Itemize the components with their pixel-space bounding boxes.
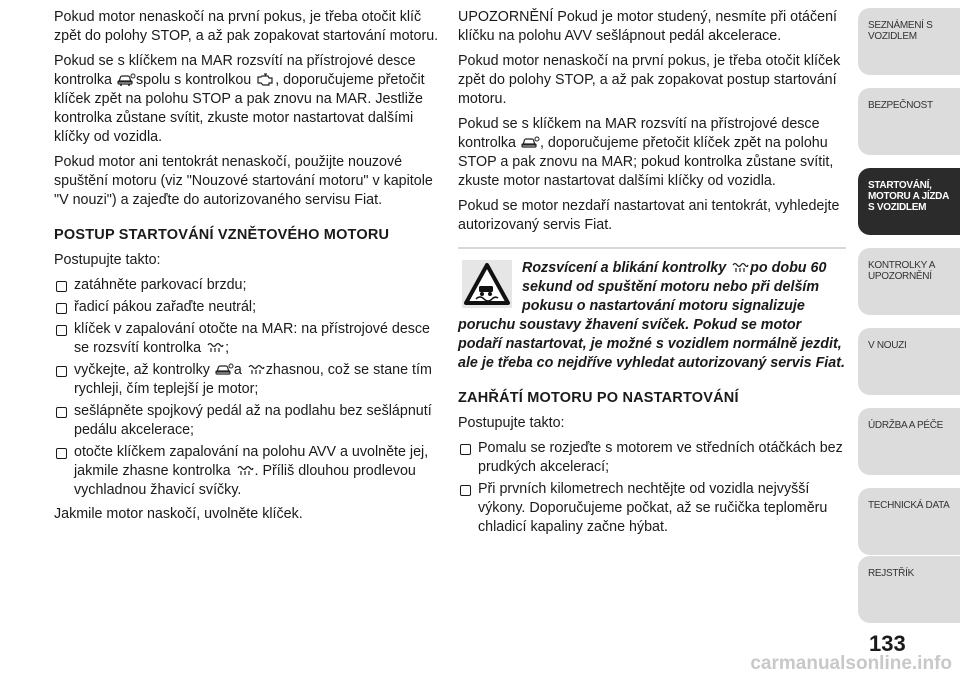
tab-kontrolky[interactable] — [858, 248, 960, 315]
chapter-sidebar — [858, 0, 960, 678]
tab-label: ÚDRŽBA A PÉČE — [868, 420, 944, 431]
tab-rejstrik[interactable] — [858, 556, 960, 623]
paragraph: Pokud motor nenaskočí na první pokus, je třeba otočit klíček zpět do polohy STOP, a až pak zopakovat postup startování motoru. — [458, 53, 841, 107]
section-heading: POSTUP STARTOVÁNÍ VZNĚTOVÉHO MOTORU — [54, 227, 390, 243]
list-item — [54, 402, 440, 440]
warning-box — [458, 259, 846, 373]
glow-plug-icon — [730, 261, 750, 274]
tab-label: BEZPEČNOST — [868, 100, 933, 111]
intro-text: Postupujte takto: — [458, 415, 565, 431]
left-column — [54, 8, 440, 530]
text: spolu s kontrolkou — [135, 72, 256, 88]
list-item-text: a — [233, 362, 246, 378]
paragraph: Jakmile motor naskočí, uvolněte klíček. — [54, 506, 303, 522]
list-item — [54, 298, 440, 317]
paragraph: Pokud se motor nezdaří nastartovat ani tentokrát, vyhledejte autorizovaný servis Fiat. — [458, 198, 840, 233]
text: , doporučujeme přetočit klíček zpět na polohu STOP a pak znovu na MAR. Jestliže kontrolka zůstane svítit, zkuste motor nastartovat dalšími klíčky od vozidla. — [54, 72, 425, 145]
glow-plug-icon — [205, 341, 225, 354]
paragraph: UPOZORNĚNÍ Pokud je motor studený, nesmíte při otáčení klíčku na polohu AVV sešlápnout pedál akcelerace. — [458, 9, 838, 44]
list-item — [54, 320, 440, 358]
checkbox-icon — [460, 444, 471, 455]
checkbox-icon — [460, 485, 471, 496]
tab-label: V NOUZI — [868, 340, 907, 351]
checkbox-icon — [56, 303, 67, 314]
tab-label: REJSTŘÍK — [868, 568, 914, 579]
page-number: 133 — [869, 631, 906, 656]
checkbox-icon — [56, 448, 67, 459]
divider — [458, 247, 846, 249]
list-item — [458, 480, 846, 537]
right-column — [458, 8, 846, 542]
tab-label: SEZNÁMENÍ S VOZIDLEM — [868, 20, 933, 42]
list-item-text: . Příliš dlouhou prodlevou vychladnou žhavicí svíčky. — [74, 463, 416, 498]
checkbox-icon — [56, 366, 67, 377]
tab-technicka-data[interactable] — [858, 488, 960, 555]
list-item — [54, 276, 440, 295]
list-item — [54, 443, 440, 500]
tab-bezpecnost[interactable] — [858, 88, 960, 155]
list-item-text: ; — [225, 340, 230, 356]
paragraph: Pokud motor ani tentokrát nenaskočí, použijte nouzové spuštění motoru (viz "Nouzové startování motoru" v kapitole "V nouzi") a zajeďte do autorizovaného servisu Fiat. — [54, 154, 433, 208]
warning-text: po dobu 60 sekund od spuštění motoru nebo při delším pokusu o nastartování motoru signalizuje poruchu soustavy žhavení svíček. Pokud se motor podaří nastartovat, je možné s vozidlem normálně jezdit, ale je třeba co nejdříve vyhledat autorizovaný servis Fiat. — [458, 260, 845, 371]
intro-text: Postupujte takto: — [54, 252, 161, 268]
list-item-text: klíček v zapalování otočte na MAR: na přístrojové desce se rozsvítí kontrolka — [74, 321, 431, 356]
checklist — [458, 439, 846, 537]
tab-label: STARTOVÁNÍ, MOTORU A JÍZDA S VOZIDLEM — [868, 180, 949, 213]
checkbox-icon — [56, 281, 67, 292]
paragraph — [458, 115, 846, 191]
paragraph — [54, 52, 440, 147]
checklist — [54, 276, 440, 500]
car-with-key-icon — [116, 73, 136, 86]
tab-seznameni[interactable] — [858, 8, 960, 75]
list-item-text: řadicí pákou zařaďte neutrál; — [74, 299, 257, 315]
glow-plug-icon — [246, 363, 266, 376]
list-item-text: Při prvních kilometrech nechtějte od vozidla nejvyšší výkony. Doporučujeme počkat, až se ručička teploměru chladicí kapaliny začne hýbat. — [478, 481, 828, 535]
list-item-text: zatáhněte parkovací brzdu; — [74, 277, 247, 293]
tab-label: TECHNICKÁ DATA — [868, 500, 950, 511]
car-with-key-icon — [214, 363, 234, 376]
glow-plug-icon — [235, 464, 255, 477]
paragraph: Pokud motor nenaskočí na první pokus, je třeba otočit klíč zpět do polohy STOP, a až pak zopakovat startování motoru. — [54, 9, 439, 44]
tab-startovani[interactable] — [858, 168, 960, 235]
list-item-text: Pomalu se rozjeďte s motorem ve středních otáčkách bez prudkých akcelerací; — [478, 440, 843, 475]
list-item-text: otočte klíčkem zapalování na polohu AVV a uvolněte jej, jakmile zhasne kontrolka — [74, 444, 429, 479]
text: Pokud se s klíčkem na MAR rozsvítí na přístrojové desce kontrolka — [458, 116, 820, 151]
list-item-text: vyčkejte, až kontrolky — [74, 362, 214, 378]
list-item-text: sešlápněte spojkový pedál až na podlahu bez sešlápnutí pedálu akcelerace; — [74, 403, 432, 438]
text: Pokud se s klíčkem na MAR rozsvítí na přístrojové desce kontrolka — [54, 53, 416, 88]
car-with-key-icon — [520, 136, 540, 149]
tab-label: KONTROLKY A UPOZORNĚNÍ — [868, 260, 935, 282]
warning-text: Rozsvícení a blikání kontrolky — [522, 260, 731, 276]
text: , doporučujeme přetočit klíček zpět na polohu STOP a pak znovu na MAR; pokud kontrolka zůstane svítit, zkuste motor nastartovat dalšími klíčky od vozidla. — [458, 135, 834, 189]
section-heading: ZAHŘÁTÍ MOTORU PO NASTARTOVÁNÍ — [458, 390, 739, 406]
checkbox-icon — [56, 407, 67, 418]
tab-udrzba[interactable] — [858, 408, 960, 475]
checkbox-icon — [56, 325, 67, 336]
list-item-text: zhasnou, což se stane tím rychleji, čím teplejší je motor; — [74, 362, 432, 397]
engine-icon — [255, 73, 275, 86]
watermark: carmanualsonline.info — [750, 653, 952, 674]
list-item — [54, 361, 440, 399]
list-item — [458, 439, 846, 477]
tab-v-nouzi[interactable] — [858, 328, 960, 395]
slippery-road-warning-icon — [462, 260, 512, 308]
